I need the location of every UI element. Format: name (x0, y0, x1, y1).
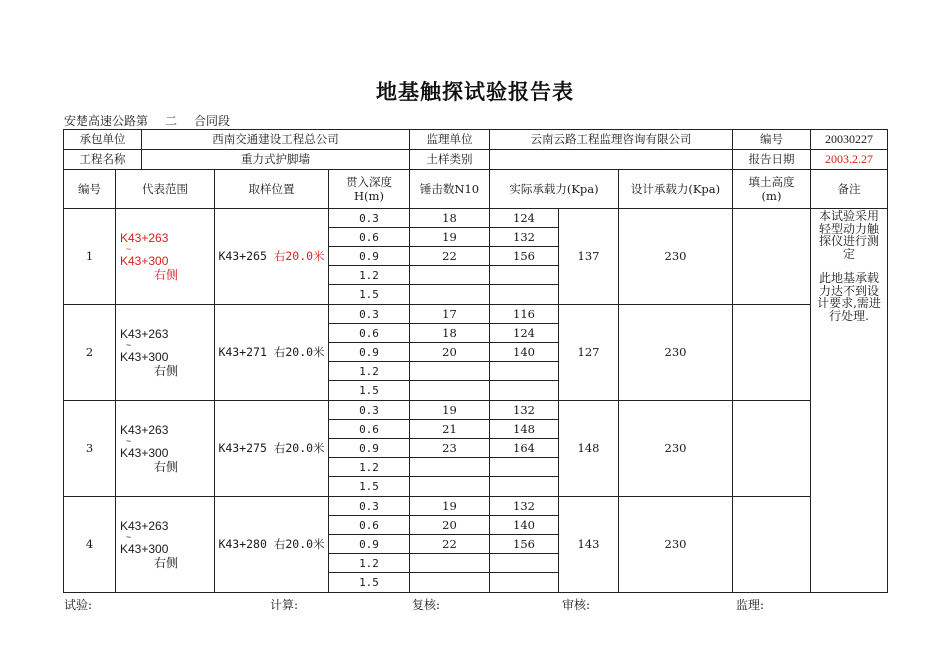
footer-calc: 计算: (270, 598, 299, 612)
location-station: K43+280 (218, 537, 267, 551)
location-cell (215, 497, 329, 593)
group-no: 2 (64, 305, 116, 401)
actual-average: 127 (559, 305, 619, 401)
fill-height (733, 401, 811, 497)
contractor-label: 承包单位 (64, 130, 142, 150)
actual-cell (490, 285, 559, 305)
range-tilde: ~ (126, 244, 132, 254)
range-tilde: ~ (126, 436, 132, 446)
depth-header-line2: H(m) (354, 189, 384, 203)
range-tilde: ~ (126, 532, 132, 542)
range-end: K43+300 (120, 254, 169, 268)
location-offset: 右20.0米 (273, 441, 325, 455)
actual-cell: 164 (490, 439, 559, 458)
table-row (64, 305, 888, 324)
actual-cell (490, 458, 559, 477)
range-tilde: ~ (126, 340, 132, 350)
contract-section-line (64, 112, 230, 130)
table-row (64, 209, 888, 228)
actual-cell (490, 573, 559, 593)
number-value: 20030227 (811, 130, 888, 150)
actual-average: 137 (559, 209, 619, 305)
blows-cell: 19 (410, 228, 490, 247)
depth-cell: 0.6 (329, 324, 410, 343)
range-cell (116, 209, 215, 305)
project-label: 工程名称 (64, 150, 142, 170)
actual-cell: 148 (490, 420, 559, 439)
location-cell (215, 401, 329, 497)
range-start: K43+263 (120, 519, 169, 533)
col-header-location: 取样位置 (215, 170, 329, 209)
blows-cell (410, 554, 490, 573)
actual-cell: 124 (490, 324, 559, 343)
date-label: 报告日期 (733, 150, 811, 170)
depth-cell: 0.6 (329, 516, 410, 535)
remark-method: 本试验采用轻型动力触探仪进行测定 (818, 209, 879, 261)
depth-cell: 1.2 (329, 458, 410, 477)
location-cell (215, 209, 329, 305)
footer-supervision: 监理: (736, 598, 765, 612)
actual-cell (490, 362, 559, 381)
number-label: 编号 (733, 130, 811, 150)
report-table (63, 129, 888, 593)
actual-cell (490, 266, 559, 285)
range-side: 右侧 (154, 556, 179, 570)
depth-cell: 1.5 (329, 477, 410, 497)
remark-cell (811, 209, 888, 593)
report-title: 地基触探试验报告表 (376, 80, 574, 104)
location-offset: 右20.0米 (273, 537, 325, 551)
project-value: 重力式护脚墙 (142, 150, 410, 170)
actual-cell: 156 (490, 247, 559, 266)
depth-cell: 1.5 (329, 573, 410, 593)
depth-cell: 1.2 (329, 362, 410, 381)
section-suffix: 合同段 (194, 114, 231, 128)
range-cell (116, 497, 215, 593)
range-start: K43+263 (120, 327, 169, 341)
actual-cell: 156 (490, 535, 559, 554)
actual-cell (490, 477, 559, 497)
range-end: K43+300 (120, 542, 169, 556)
fill-height (733, 497, 811, 593)
blows-cell: 19 (410, 497, 490, 516)
depth-cell: 0.9 (329, 247, 410, 266)
actual-cell: 116 (490, 305, 559, 324)
depth-header-line1: 贯入深度 (346, 175, 392, 189)
blows-cell (410, 266, 490, 285)
fill-height (733, 209, 811, 305)
blows-cell: 22 (410, 247, 490, 266)
blows-cell (410, 381, 490, 401)
footer-review: 复核: (412, 598, 441, 612)
date-value: 2003.2.27 (811, 150, 888, 170)
blows-cell (410, 458, 490, 477)
remark-conclusion: 此地基承载力达不到设计要求,需进行处理. (817, 271, 881, 323)
col-header-range: 代表范围 (116, 170, 215, 209)
blows-cell: 20 (410, 516, 490, 535)
table-row (64, 401, 888, 420)
supervisor-label: 监理单位 (410, 130, 490, 150)
range-end: K43+300 (120, 446, 169, 460)
fill-height (733, 305, 811, 401)
actual-cell (490, 554, 559, 573)
actual-cell: 132 (490, 228, 559, 247)
section-number: 二 (148, 112, 194, 130)
col-header-fill (733, 170, 811, 209)
blows-cell (410, 285, 490, 305)
depth-cell: 1.5 (329, 285, 410, 305)
range-start: K43+263 (120, 231, 169, 245)
depth-cell: 1.5 (329, 381, 410, 401)
range-side: 右侧 (154, 460, 179, 474)
table-row (64, 497, 888, 516)
blows-cell: 22 (410, 535, 490, 554)
col-header-depth (329, 170, 410, 209)
depth-cell: 0.3 (329, 305, 410, 324)
blows-cell: 18 (410, 324, 490, 343)
col-header-blows: 锤击数N10 (410, 170, 490, 209)
design-capacity: 230 (619, 401, 733, 497)
contractor-value: 西南交通建设工程总公司 (142, 130, 410, 150)
info-row-2 (64, 150, 888, 170)
footer-audit: 审核: (562, 598, 591, 612)
location-offset: 右20.0米 (273, 345, 325, 359)
location-offset: 右20.0米 (273, 249, 325, 263)
fill-header-line1: 填土高度 (748, 175, 795, 189)
depth-cell: 0.6 (329, 228, 410, 247)
design-capacity: 230 (619, 305, 733, 401)
design-capacity: 230 (619, 497, 733, 593)
signature-footer (64, 596, 894, 612)
location-station: K43+275 (218, 441, 267, 455)
depth-cell: 0.9 (329, 439, 410, 458)
soil-value (490, 150, 733, 170)
actual-cell: 140 (490, 343, 559, 362)
range-cell (116, 305, 215, 401)
depth-cell: 1.2 (329, 554, 410, 573)
blows-cell: 17 (410, 305, 490, 324)
blows-cell: 19 (410, 401, 490, 420)
actual-cell: 140 (490, 516, 559, 535)
actual-cell (490, 381, 559, 401)
location-station: K43+271 (218, 345, 267, 359)
depth-cell: 0.9 (329, 535, 410, 554)
depth-cell: 1.2 (329, 266, 410, 285)
blows-cell (410, 477, 490, 497)
design-capacity: 230 (619, 209, 733, 305)
actual-cell: 132 (490, 401, 559, 420)
range-start: K43+263 (120, 423, 169, 437)
blows-cell (410, 573, 490, 593)
col-header-actual: 实际承载力(Kpa) (490, 170, 619, 209)
group-no: 1 (64, 209, 116, 305)
actual-average: 143 (559, 497, 619, 593)
group-no: 4 (64, 497, 116, 593)
actual-average: 148 (559, 401, 619, 497)
depth-cell: 0.3 (329, 209, 410, 228)
col-header-design: 设计承载力(Kpa) (619, 170, 733, 209)
column-header-row (64, 170, 888, 209)
supervisor-value: 云南云路工程监理咨询有限公司 (490, 130, 733, 150)
range-end: K43+300 (120, 350, 169, 364)
actual-cell: 132 (490, 497, 559, 516)
location-station: K43+265 (218, 249, 267, 263)
info-row-1 (64, 130, 888, 150)
range-cell (116, 401, 215, 497)
depth-cell: 0.3 (329, 497, 410, 516)
col-header-remark: 备注 (811, 170, 888, 209)
depth-cell: 0.6 (329, 420, 410, 439)
depth-cell: 0.9 (329, 343, 410, 362)
blows-cell (410, 362, 490, 381)
blows-cell: 20 (410, 343, 490, 362)
location-cell (215, 305, 329, 401)
range-side: 右侧 (154, 268, 179, 282)
range-side: 右侧 (154, 364, 179, 378)
footer-test: 试验: (64, 598, 93, 612)
blows-cell: 23 (410, 439, 490, 458)
soil-label: 土样类别 (410, 150, 490, 170)
blows-cell: 21 (410, 420, 490, 439)
actual-cell: 124 (490, 209, 559, 228)
blows-cell: 18 (410, 209, 490, 228)
group-no: 3 (64, 401, 116, 497)
depth-cell: 0.3 (329, 401, 410, 420)
col-header-no: 编号 (64, 170, 116, 209)
fill-header-line2: (m) (761, 189, 782, 203)
section-prefix: 安楚高速公路第 (64, 114, 149, 128)
